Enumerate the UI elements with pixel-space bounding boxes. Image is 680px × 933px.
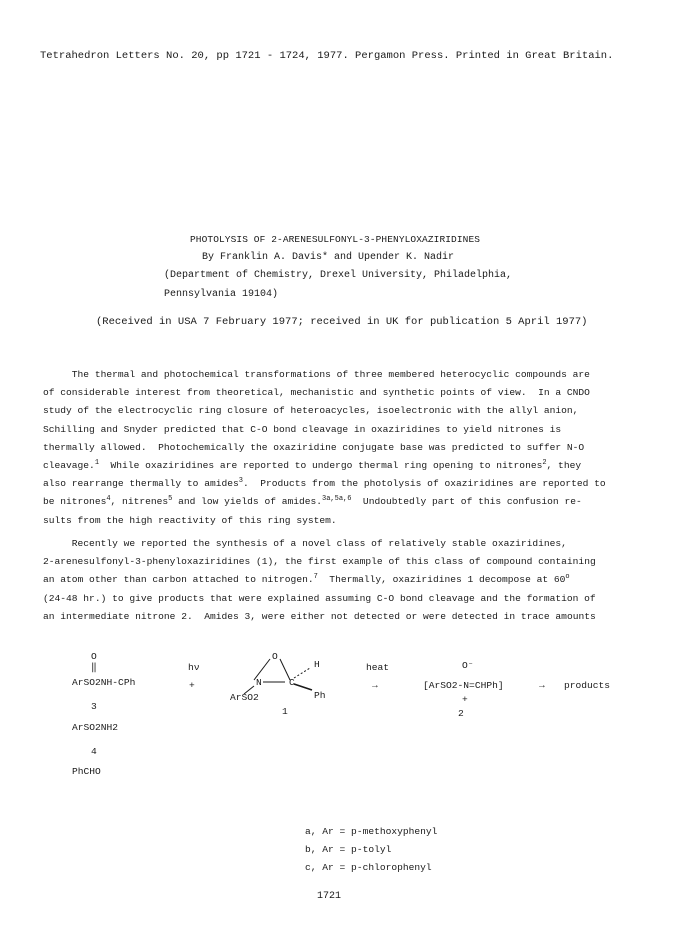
reaction-arrow-1: → — [372, 680, 378, 691]
nitrone-charge: + — [462, 694, 468, 705]
affiliation-line-2: Pennsylvania 19104) — [164, 289, 279, 300]
article-authors: By Franklin A. Davis* and Upender K. Nadir — [202, 252, 455, 263]
reference-mark: 3a,5a,6 — [322, 495, 352, 504]
text-line: also rearrange thermally to amides — [43, 478, 239, 490]
photolysis-label: hν — [188, 662, 200, 673]
text-line: ), the first example of this class of compound containing — [267, 556, 596, 568]
text-line: an intermediate nitrone — [43, 610, 182, 622]
substituent-b: b, Ar = p-tolyl — [305, 844, 392, 855]
oxaziridine-hydrogen: H — [314, 659, 320, 670]
heat-label: heat — [366, 662, 390, 673]
text-line: , they — [546, 460, 582, 472]
reference-mark: 7 — [313, 573, 318, 582]
text-line: The thermal and photochemical transformations of three membered heterocyclic compounds are — [43, 369, 590, 380]
article-title: PHOTOLYSIS OF 2-ARENESULFONYL-3-PHENYLOXAZIRIDINES — [190, 234, 481, 245]
body-paragraph-1 — [43, 366, 606, 530]
text-line: While oxaziridines are reported to undergo thermal ring opening to nitrones — [99, 460, 543, 472]
text-line: cleavage. — [43, 460, 95, 472]
compound-4-label: 4 — [91, 746, 97, 757]
oxaziridine-arenesulfonyl: ArSO2 — [230, 692, 259, 703]
carbonyl-oxygen: O — [91, 651, 97, 662]
oxaziridine-phenyl: Ph — [314, 690, 326, 701]
nitrone-formula: [ArSO2-N=CHPh] — [423, 680, 504, 691]
page-number: 1721 — [317, 891, 342, 902]
reference-mark: 3 — [238, 477, 243, 486]
compound-2-label: 2 — [458, 708, 464, 719]
text-line: , were either not detected or were detected in trace amounts — [250, 610, 596, 622]
reference-mark: 2 — [542, 458, 547, 467]
text-line: sults from the high reactivity of this ring system. — [43, 514, 337, 526]
benzaldehyde-formula: PhCHO — [72, 766, 101, 777]
oxaziridine-nitrogen: N — [256, 677, 262, 688]
compound-number: 1 — [467, 574, 474, 586]
text-line: Schilling and Snyder predicted that C-O bond cleavage in oxaziridines to yield nitrones is — [43, 423, 562, 435]
oxaziridine-oxygen: O — [272, 651, 278, 662]
text-line: and low yields of amides. — [172, 496, 323, 508]
text-line: (24-48 hr.) to give products that were explained assuming C-O bond cleavage and the formation of — [43, 592, 596, 604]
text-line: Recently we reported the synthesis of a novel class of relatively stable oxaziridines, — [43, 538, 567, 549]
nitrone-oxide: O⁻ — [462, 660, 474, 671]
reference-mark: 1 — [94, 458, 100, 467]
oxaziridine-carbon: C — [289, 677, 295, 688]
text-line: study of the electrocyclic ring closure of heteroacycles, isoelectronic with the allyl anion, — [43, 405, 579, 417]
text-line: . Products from the photolysis of oxaziridines are reported to — [242, 478, 606, 490]
text-line: decompose at 60 — [473, 574, 566, 586]
text-line: be nitrones — [43, 496, 107, 508]
text-line: Thermally, oxaziridines — [317, 574, 468, 586]
compound-number: 2 — [181, 610, 187, 622]
text-line: Undoubtedly part of this confusion re- — [351, 496, 582, 508]
affiliation-line-1: (Department of Chemistry, Drexel University, Philadelphia, — [164, 270, 513, 281]
compound-number: 3 — [244, 610, 251, 622]
substituent-c: c, Ar = p-chlorophenyl — [305, 862, 432, 873]
text-line: thermally allowed. Photochemically the oxaziridine conjugate base was predicted to suffer N-O — [43, 441, 585, 453]
plus-sign: + — [189, 680, 195, 691]
text-line: of considerable interest from theoretical, mechanistic and synthetic points of view. In a CNDO — [43, 387, 590, 399]
text-line: 2-arenesulfonyl-3-phenyloxaziridines ( — [43, 556, 262, 568]
reference-mark: 5 — [168, 495, 173, 504]
compound-1-label: 1 — [282, 706, 288, 717]
body-paragraph-2 — [43, 535, 596, 626]
substituent-a: a, Ar = p-methoxyphenyl — [305, 826, 438, 837]
text-line: , nitrenes — [110, 496, 169, 508]
reference-mark: 4 — [106, 495, 111, 504]
products-label: products — [564, 680, 611, 691]
received-dates: (Received in USA 7 February 1977; received in UK for publication 5 April 1977) — [96, 316, 588, 328]
compound-3-formula: ArSO2NH-CPh — [72, 677, 136, 688]
reaction-arrow-2: → — [539, 680, 545, 691]
text-line: . Amides — [186, 610, 245, 622]
degree-mark: o — [565, 573, 570, 582]
compound-number: 1 — [261, 556, 268, 568]
compound-4-formula: ArSO2NH2 — [72, 722, 119, 733]
text-line: an atom other than carbon attached to nitrogen. — [43, 574, 314, 586]
carbonyl-double-bond: ‖ — [91, 662, 97, 673]
journal-header: Tetrahedron Letters No. 20, pp 1721 - 1724, 1977. Pergamon Press. Printed in Great Britain. — [40, 50, 614, 62]
compound-3-label: 3 — [91, 701, 97, 712]
